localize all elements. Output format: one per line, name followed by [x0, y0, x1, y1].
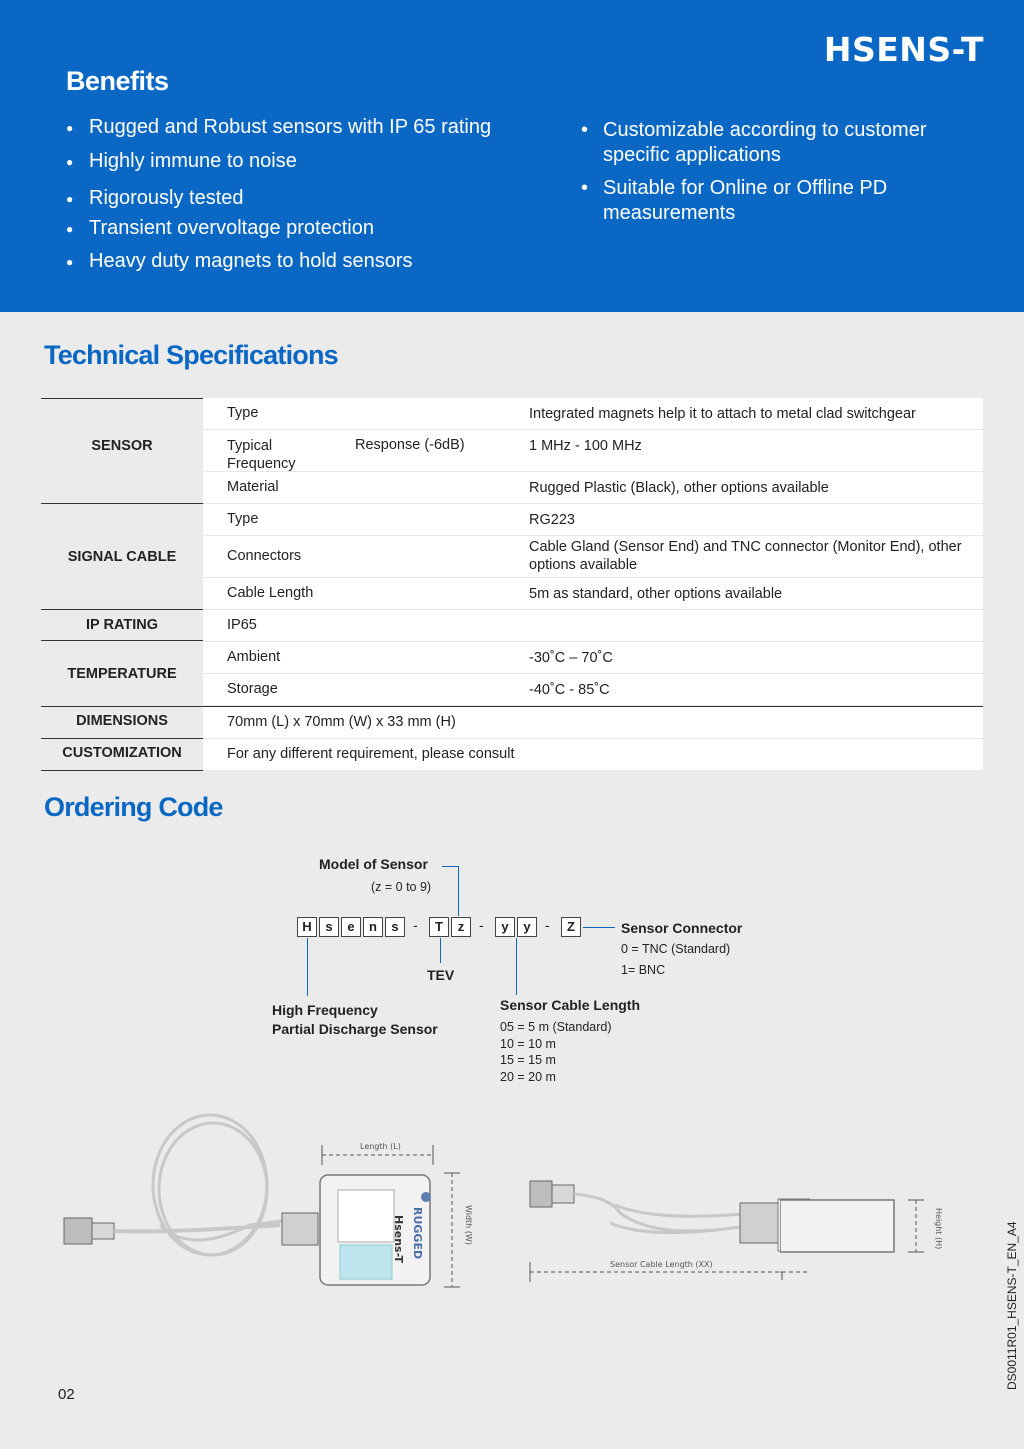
cable-option: 15 = 15 m	[500, 1053, 556, 1067]
sensor-housing-icon	[320, 1175, 431, 1285]
benefits-banner	[0, 0, 1024, 312]
cable-option: 20 = 20 m	[500, 1070, 556, 1084]
group-signal-cable: SIGNAL CABLE	[67, 549, 177, 565]
connector-option: 1= BNC	[621, 963, 666, 977]
spec-row: IP65	[203, 610, 983, 642]
code-char-box: T	[429, 917, 449, 937]
code-char-box: s	[319, 917, 339, 937]
code-dash: -	[479, 917, 484, 933]
benefit-item: • Customizable according to customer specific applications	[603, 118, 926, 168]
group-dimensions: DIMENSIONS	[76, 713, 168, 729]
device-name-label: Hsens-T	[392, 1215, 405, 1264]
spec-row: Typical Frequency Response (-6dB) 1 MHz - 100 MHz	[203, 430, 983, 472]
benefits-title: Benefits	[66, 66, 169, 96]
code-char-box: z	[451, 917, 471, 937]
group-temperature: TEMPERATURE	[67, 666, 177, 682]
spec-row: Storage -40˚C - 85˚C	[203, 674, 983, 706]
length-label: Length (L)	[360, 1142, 401, 1151]
hf-label: High Frequency	[272, 1002, 378, 1018]
document-reference: DS0011R01_HSENS-T_EN_A4	[1005, 1221, 1019, 1390]
benefit-item: ● Highly immune to noise	[89, 149, 297, 174]
tech-specs-title: Technical Specifications	[44, 340, 338, 370]
spec-table	[41, 398, 983, 770]
tev-label: TEV	[427, 967, 455, 983]
code-char-box: e	[341, 917, 361, 937]
spec-row: For any different requirement, please consult	[203, 739, 983, 771]
code-char-box: s	[385, 917, 405, 937]
spec-row: Type RG223	[203, 504, 983, 536]
height-label: Height (H)	[934, 1208, 943, 1250]
brand-logo: HSENS-T	[823, 30, 984, 69]
benefit-item: ● Heavy duty magnets to hold sensors	[89, 249, 413, 274]
spec-row: Material Rugged Plastic (Black), other options available	[203, 472, 983, 504]
connector-option: 0 = TNC (Standard)	[621, 942, 731, 956]
code-char-box: H	[297, 917, 317, 937]
ordering-code-title: Ordering Code	[44, 792, 223, 822]
benefit-item: ● Transient overvoltage protection	[89, 216, 374, 241]
benefit-item: ● Rugged and Robust sensors with IP 65 rating	[89, 115, 491, 140]
group-customization: CUSTOMIZATION	[62, 745, 182, 761]
spec-row: Ambient -30˚C – 70˚C	[203, 642, 983, 674]
code-char-box: y	[495, 917, 515, 937]
code-dash: -	[413, 917, 418, 933]
spec-row: Connectors Cable Gland (Sensor End) and TNC connector (Monitor End), other options available	[203, 536, 983, 578]
model-of-sensor-label: Model of Sensor	[319, 856, 428, 872]
cable-option: 10 = 10 m	[500, 1037, 556, 1051]
spec-row: Type Integrated magnets help it to attach to metal clad switchgear	[203, 398, 983, 430]
pd-sensor-label: Partial Discharge Sensor	[272, 1021, 438, 1037]
spec-row: 70mm (L) x 70mm (W) x 33 mm (H)	[203, 707, 983, 739]
device-brand-label: RUGGED	[411, 1207, 424, 1260]
model-note: (z = 0 to 9)	[371, 880, 432, 894]
code-dash: -	[545, 917, 550, 933]
page-number: 02	[58, 1386, 75, 1403]
sensor-dimension-drawing	[50, 1105, 810, 1305]
benefit-item: • Suitable for Online or Offline PD measurements	[603, 176, 887, 226]
group-sensor: SENSOR	[91, 438, 153, 454]
cable-length-title: Sensor Cable Length	[500, 997, 641, 1013]
sensor-connector-title: Sensor Connector	[621, 920, 743, 936]
cable-length-dim-label: Sensor Cable Length (XX)	[610, 1260, 713, 1269]
width-label: Width (W)	[464, 1205, 473, 1245]
cable-option: 05 = 5 m (Standard)	[500, 1020, 612, 1034]
code-char-box: Z	[561, 917, 581, 937]
code-char-box: y	[517, 917, 537, 937]
group-ip-rating: IP RATING	[86, 617, 158, 633]
spec-row: Cable Length 5m as standard, other options available	[203, 578, 983, 610]
benefit-item: ● Rigorously tested	[89, 186, 244, 211]
sensor-side-view	[780, 1190, 960, 1290]
code-char-box: n	[363, 917, 383, 937]
